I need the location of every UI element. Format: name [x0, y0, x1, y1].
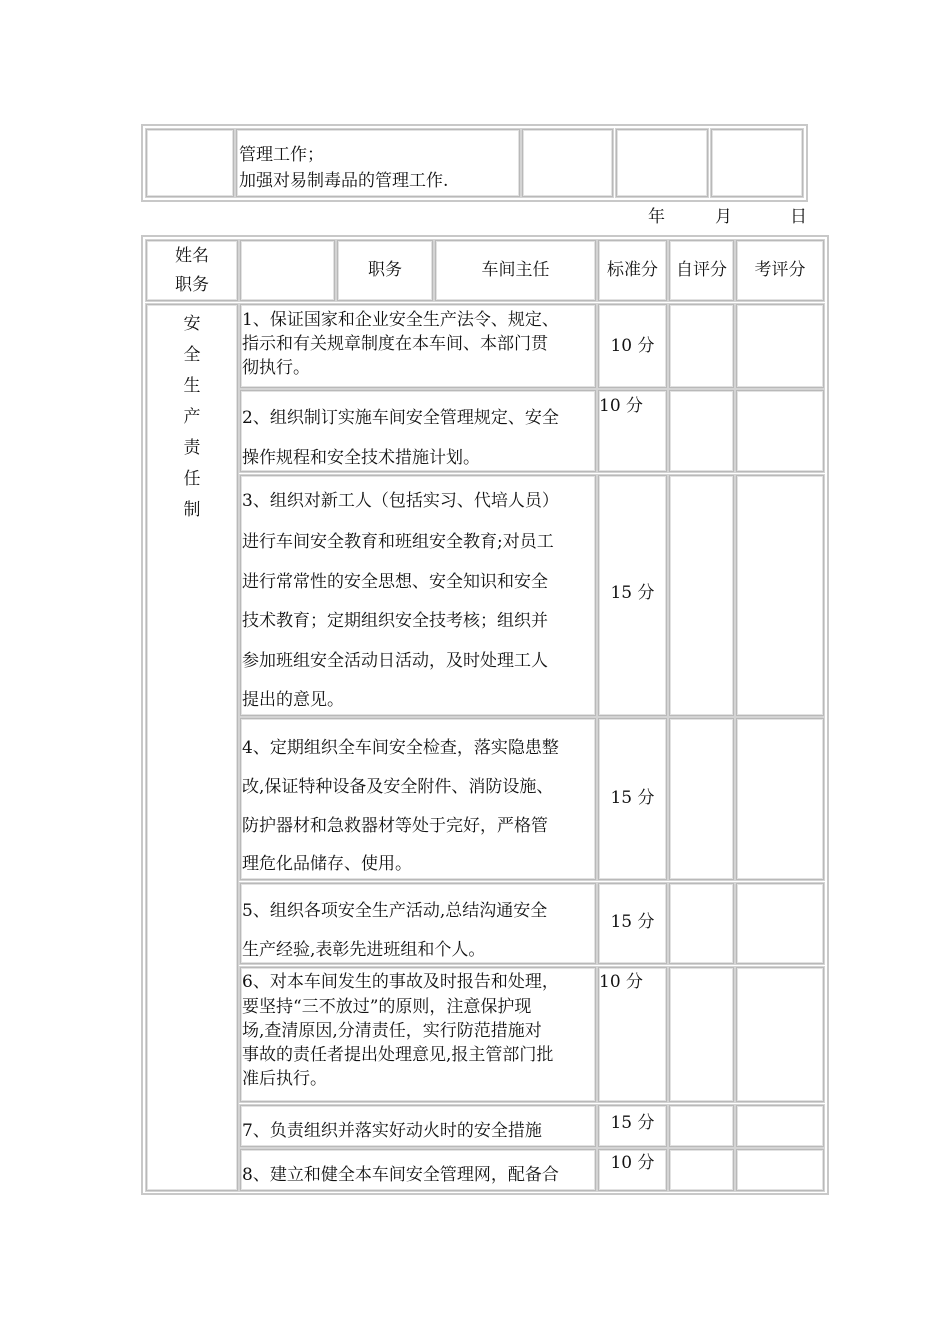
item-review-cell-1	[736, 304, 824, 388]
item-2-line: 操作规程和安全技术措施计划。	[242, 448, 480, 468]
item-3-line: 3、组织对新工人（包括实习、代培人员）	[242, 491, 559, 511]
item-7-score: 15 分	[610, 1113, 655, 1133]
item-6-line: 事故的责任者提出处理意见,报主管部门批	[242, 1045, 554, 1065]
item-2-line: 2、组织制订实施车间安全管理规定、安全	[242, 408, 559, 428]
item-score-cell-6	[598, 967, 667, 1102]
section-label-char: 责	[183, 438, 201, 458]
item-text-cell-8	[240, 1149, 596, 1191]
item-review-cell-3	[736, 475, 824, 716]
item-score-cell-4	[598, 718, 667, 880]
header-standard-score-cell	[598, 240, 667, 301]
section-label-char: 制	[183, 500, 201, 520]
section-label	[147, 309, 237, 526]
header-name-cell	[146, 240, 238, 301]
item-5-line: 生产经验,表彰先进班组和个人。	[242, 940, 486, 960]
header-position-value-cell	[435, 240, 596, 301]
section-label-char: 安	[183, 314, 201, 334]
item-self-cell-7	[669, 1105, 734, 1147]
header-name-value-cell	[240, 240, 335, 301]
header-position-label: 职务	[368, 260, 402, 280]
section-label-cell	[146, 304, 238, 1191]
item-7-line: 7、负责组织并落实好动火时的安全措施	[242, 1121, 542, 1141]
item-score-cell-5	[598, 883, 667, 964]
item-self-cell-8	[669, 1149, 734, 1191]
item-text-cell-7	[240, 1105, 596, 1147]
item-text-cell-6	[240, 967, 596, 1102]
item-4-line: 防护器材和急救器材等处于完好，严格管	[242, 816, 548, 836]
header-position-label-left: 职务	[175, 275, 209, 295]
section-label-char: 产	[183, 407, 201, 427]
item-4-line: 4、定期组织全车间安全检查，落实隐患整	[242, 738, 559, 758]
item-2-score: 10 分	[599, 396, 644, 416]
header-position-value: 车间主任	[481, 260, 550, 280]
item-self-cell-5	[669, 883, 734, 964]
item-review-cell-5	[736, 883, 824, 964]
item-review-cell-6	[736, 967, 824, 1102]
item-text-cell-2	[240, 390, 596, 472]
top-table-label-cell	[146, 129, 234, 197]
header-name-label: 姓名	[175, 246, 209, 266]
item-1-line: 彻执行。	[242, 358, 310, 378]
item-review-cell-4	[736, 718, 824, 880]
item-text-cell-4	[240, 718, 596, 880]
item-1-line: 指示和有关规章制度在本车间、本部门贯	[242, 334, 548, 354]
section-label-char: 全	[183, 345, 201, 365]
item-text-cell-3	[240, 475, 596, 716]
item-6-score: 10 分	[599, 972, 644, 992]
item-score-cell-1	[598, 304, 667, 388]
item-text-cell-1	[240, 304, 596, 388]
header-review-score: 考评分	[754, 260, 806, 280]
header-review-score-cell	[736, 240, 824, 301]
item-3-line: 进行常常性的安全思想、安全知识和安全	[242, 572, 548, 592]
item-5-line: 5、组织各项安全生产活动,总结沟通安全	[242, 901, 548, 921]
item-6-line: 场,查清原因,分清责任，实行防范措施对	[242, 1021, 542, 1041]
item-3-line: 提出的意见。	[242, 690, 344, 710]
header-self-score-cell	[669, 240, 734, 301]
date-month: 月	[715, 207, 732, 227]
item-score-cell-3	[598, 475, 667, 716]
item-5-score: 15 分	[610, 912, 655, 932]
item-score-cell-8	[598, 1149, 667, 1191]
item-review-cell-7	[736, 1105, 824, 1147]
item-review-cell-2	[736, 390, 824, 472]
item-1-line: 1、保证国家和企业安全生产法令、规定、	[242, 310, 559, 330]
item-6-line: 6、对本车间发生的事故及时报告和处理，	[242, 972, 559, 992]
header-self-score: 自评分	[676, 260, 727, 280]
top-table-score-cell	[522, 129, 613, 197]
item-3-score: 15 分	[610, 583, 655, 603]
date-day: 日	[790, 207, 807, 227]
top-table-content-cell	[236, 129, 520, 197]
top-table-line-2: 加强对易制毒品的管理工作.	[239, 171, 449, 191]
header-standard-score: 标准分	[607, 260, 658, 280]
item-3-line: 技术教育；定期组织安全技考核；组织并	[242, 611, 548, 631]
item-text-cell-5	[240, 883, 596, 964]
item-score-cell-2	[598, 390, 667, 472]
section-label-char: 任	[183, 469, 201, 489]
item-4-line: 改,保证特种设备及安全附件、消防设施、	[242, 777, 554, 797]
top-table-self-cell	[616, 129, 708, 197]
item-self-cell-6	[669, 967, 734, 1102]
item-self-cell-1	[669, 304, 734, 388]
item-1-score: 10 分	[610, 336, 655, 356]
top-table-review-cell	[711, 129, 803, 197]
item-score-cell-7	[598, 1105, 667, 1147]
item-3-line: 参加班组安全活动日活动，及时处理工人	[242, 651, 548, 671]
item-6-line: 准后执行。	[242, 1069, 327, 1089]
item-self-cell-2	[669, 390, 734, 472]
item-6-line: 要坚持“三不放过”的原则，注意保护现	[242, 997, 532, 1017]
item-review-cell-8	[736, 1149, 824, 1191]
item-self-cell-4	[669, 718, 734, 880]
header-position-cell	[337, 240, 433, 301]
item-8-line: 8、建立和健全本车间安全管理网，配备合	[242, 1165, 559, 1185]
item-4-score: 15 分	[610, 788, 655, 808]
top-table-line-1: 管理工作；	[239, 145, 324, 165]
item-4-line: 理危化品储存、使用。	[242, 854, 412, 874]
date-year: 年	[648, 207, 665, 227]
item-3-line: 进行车间安全教育和班组安全教育;对员工	[242, 532, 554, 552]
item-8-score: 10 分	[610, 1153, 655, 1173]
section-label-char: 生	[183, 376, 201, 396]
item-self-cell-3	[669, 475, 734, 716]
